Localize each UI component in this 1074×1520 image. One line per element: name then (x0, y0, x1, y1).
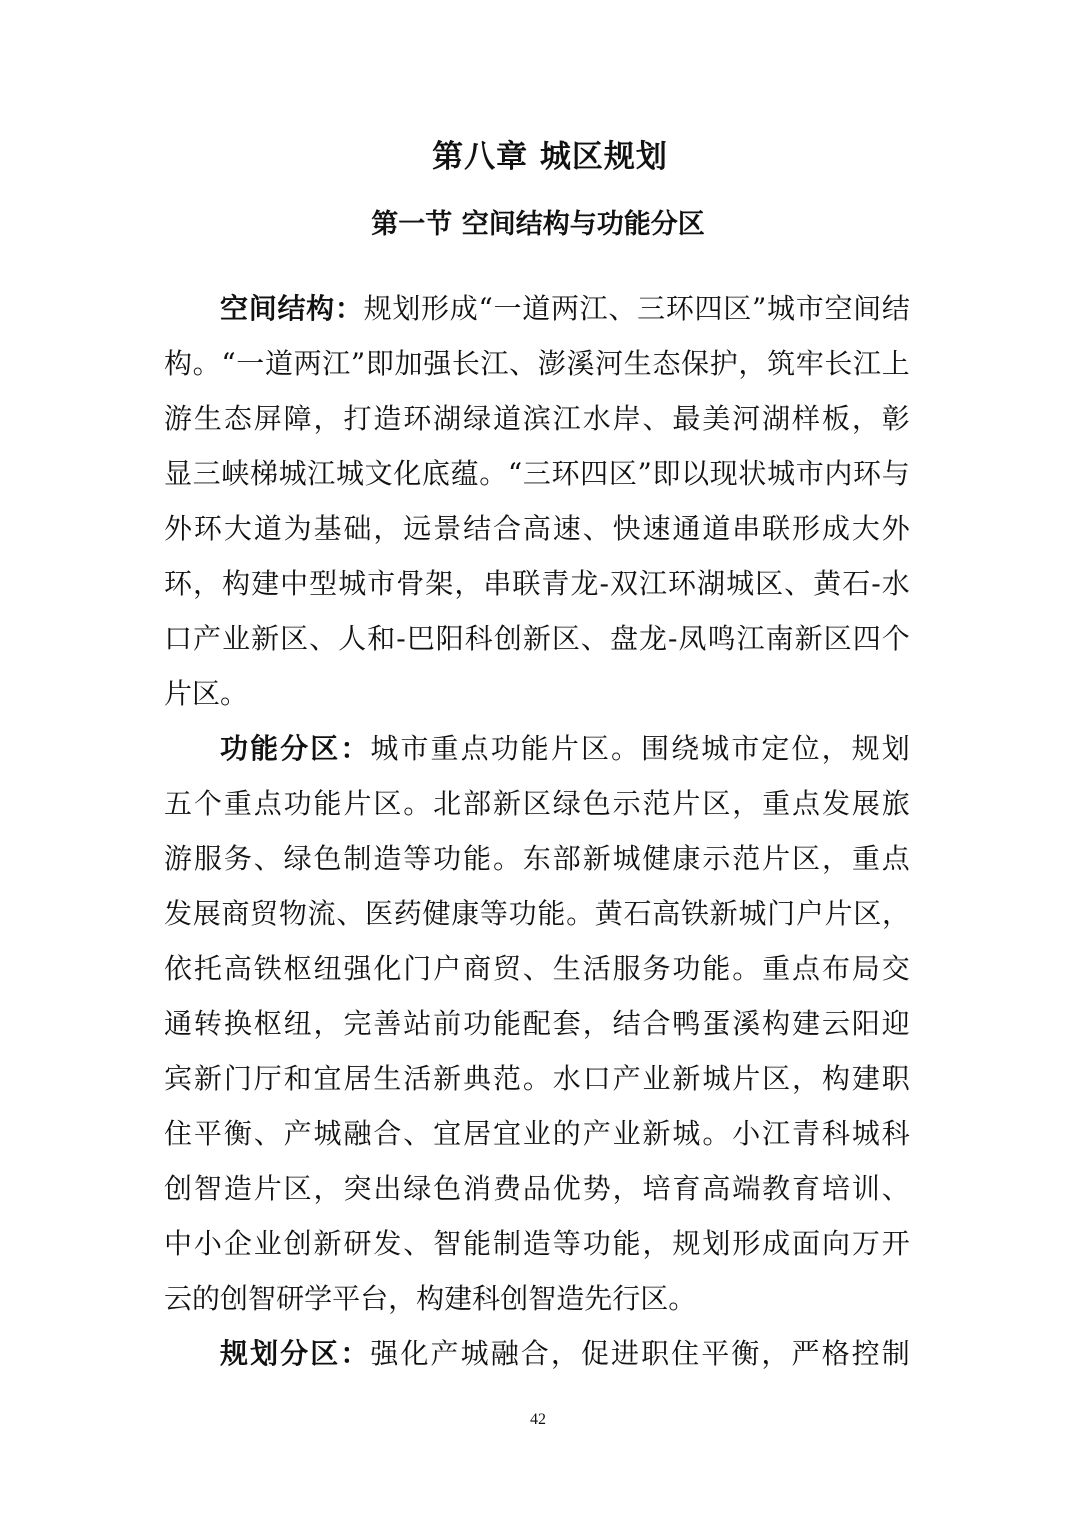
paragraph-line: 游 服 务 、 绿 色 制 造 等 功 能 。 东 部 新 城 健 康 示 范 片 区 ， 重 点 (164, 842, 910, 875)
paragraph-line: 片 区 。 (164, 677, 249, 710)
paragraph-line: 创 智 造 片 区 ， 突 出 绿 色 消 费 品 优 势 ， 培 育 高 端 教 育 培 训 、 (164, 1172, 910, 1205)
paragraph-first-line: 规 划 分 区 ： 强 化 产 城 融 合 ， 促 进 职 住 平 衡 ， 严 格 控 制 (220, 1337, 910, 1370)
chapter-title: 第八章 城区规划 (432, 139, 668, 175)
paragraph-line: 五 个 重 点 功 能 片 区 。 北 部 新 区 绿 色 示 范 片 区 ， 重 点 发 展 旅 (164, 787, 910, 820)
paragraph-first-line: 功 能 分 区 ： 城 市 重 点 功 能 片 区 。 围 绕 城 市 定 位 ， 规 划 (220, 732, 910, 765)
paragraph-line: 游 生 态 屏 障 ， 打 造 环 湖 绿 道 滨 江 水 岸 、 最 美 河 湖 样 板 ， 彰 (164, 402, 910, 435)
paragraph-line: 外 环 大 道 为 基 础 ， 远 景 结 合 高 速 、 快 速 通 道 串 联 形 成 大 外 (164, 512, 910, 545)
paragraph-line: 中 小 企 业 创 新 研 发 、 智 能 制 造 等 功 能 ， 规 划 形 成 面 向 万 开 (164, 1227, 910, 1260)
paragraph-line: 发 展 商 贸 物 流 、 医 药 健 康 等 功 能 。 黄 石 高 铁 新 城 门 户 片 区 ， (164, 897, 910, 930)
paragraph-line: 宾 新 门 厅 和 宜 居 生 活 新 典 范 。 水 口 产 业 新 城 片 区 ， 构 建 职 (164, 1062, 910, 1095)
paragraph-line: 通 转 换 枢 纽 ， 完 善 站 前 功 能 配 套 ， 结 合 鸭 蛋 溪 构 建 云 阳 迎 (164, 1007, 910, 1040)
paragraph-line: 构 。 “ 一 道 两 江 ” 即 加 强 长 江 、 澎 溪 河 生 态 保 护 ， 筑 牢 长 江 上 (164, 347, 910, 380)
paragraph-line: 环 ， 构 建 中 型 城 市 骨 架 ， 串 联 青 龙 - 双 江 环 湖 城 区 、 黄 石 - 水 (164, 567, 910, 600)
section-title: 第一节 空间结构与功能分区 (371, 209, 705, 240)
paragraph-line: 显 三 峡 梯 城 江 城 文 化 底 蕴 。 “ 三 环 四 区 ” 即 以 现 状 城 市 内 环 与 (164, 457, 910, 490)
paragraph-line: 口 产 业 新 区 、 人 和 - 巴 阳 科 创 新 区 、 盘 龙 - 凤 鸣 江 南 新 区 四 个 (164, 622, 910, 655)
paragraph-first-line: 空 间 结 构 ： 规 划 形 成 “ 一 道 两 江 、 三 环 四 区 ” 城 市 空 间 结 (220, 292, 910, 325)
paragraph-line: 住 平 衡 、 产 城 融 合 、 宜 居 宜 业 的 产 业 新 城 。 小 江 青 科 城 科 (164, 1117, 910, 1150)
page-number: 42 (530, 1411, 546, 1428)
paragraph-line: 云 的 创 智 研 学 平 台 ， 构 建 科 创 智 造 先 行 区 。 (164, 1282, 697, 1315)
paragraph-line: 依 托 高 铁 枢 纽 强 化 门 户 商 贸 、 生 活 服 务 功 能 。 重 点 布 局 交 (164, 952, 910, 985)
